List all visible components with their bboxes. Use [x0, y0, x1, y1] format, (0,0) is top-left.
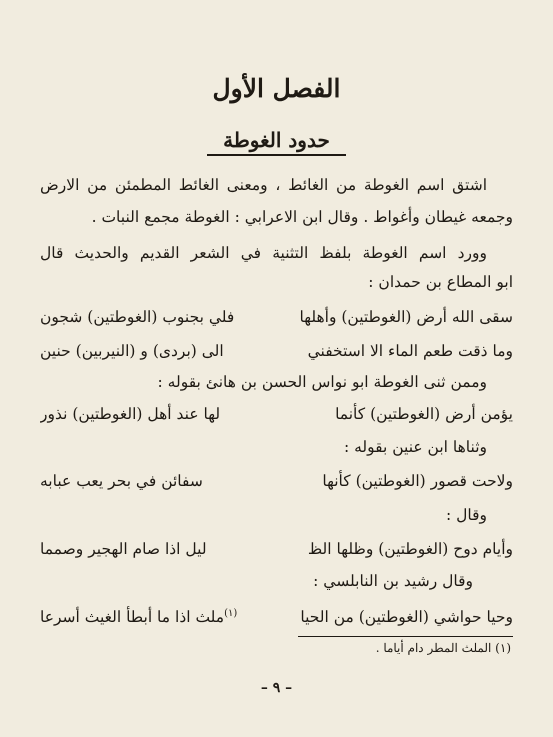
- paragraph-line: وورد اسم الغوطة بلفظ التثنية في الشعر القديم والحديث قال: [40, 244, 487, 262]
- verse-first-hemistich: وأيام دوح (الغوطتين) وظلها الظ: [307, 540, 513, 558]
- verse-first-hemistich: ولاحت قصور (الغوطتين) كأنها: [322, 472, 513, 490]
- verse-second-hemistich: [40, 601, 237, 629]
- footnote: (١) الملث المطر دام أياما .: [375, 641, 511, 655]
- verse-first-hemistich: وحيا حواشي (الغوطتين) من الحيا: [300, 608, 513, 627]
- footnote-marker: (١): [224, 608, 238, 619]
- section-title-text: حدود الغوطة: [207, 128, 346, 156]
- chapter-title: الفصل الأول: [212, 74, 341, 103]
- verse-line: [40, 304, 513, 332]
- verse-intro: وقال رشيد بن النابلسي :: [313, 572, 473, 590]
- verse-line: [40, 338, 513, 366]
- verse-first-hemistich: وما ذقت طعم الماء الا استخفني: [307, 342, 513, 360]
- verse-first-hemistich: سقى الله أرض (الغوطتين) وأهلها: [299, 308, 513, 326]
- verse-line: [40, 468, 513, 496]
- verse-second-hemistich: فلي بجنوب (الغوطتين) شجون: [40, 308, 235, 326]
- verse-line: [40, 401, 513, 429]
- verse-first-hemistich: يؤمن أرض (الغوطتين) كأنما: [335, 405, 513, 423]
- verse-second-hemistich: الى (بردى) و (النيربين) حنين: [40, 342, 224, 360]
- verse-line: [40, 601, 513, 629]
- section-title: [0, 128, 553, 156]
- verse-second-hemistich: سفائن في بحر يعب عبابه: [40, 472, 203, 490]
- footnote-divider: [298, 636, 513, 637]
- page-number: – ٩ –: [260, 680, 293, 696]
- verse-second-hemistich: ليل اذا صام الهجير وصمما: [40, 540, 207, 558]
- verse-intro: وثناها ابن عنين بقوله :: [343, 438, 487, 456]
- paragraph-line: ابو المطاع بن حمدان :: [368, 273, 513, 291]
- verse-intro: وممن ثنى الغوطة ابو نواس الحسن بن هانئ بقوله :: [157, 373, 487, 391]
- verse-second-text: ملث اذا ما أبطأ الغيث أسرعا: [40, 608, 225, 627]
- verse-second-hemistich: لها عند أهل (الغوطتين) نذور: [40, 405, 221, 423]
- verse-intro: وقال :: [445, 506, 487, 524]
- verse-line: [40, 536, 513, 564]
- paragraph-line: اشتق اسم الغوطة من الغائط ، ومعنى الغائط المطمئن من الارض: [40, 176, 487, 194]
- paragraph-line: وجمعه غيطان وأغواط . وقال ابن الاعرابي : الغوطة مجمع النبات .: [91, 208, 513, 226]
